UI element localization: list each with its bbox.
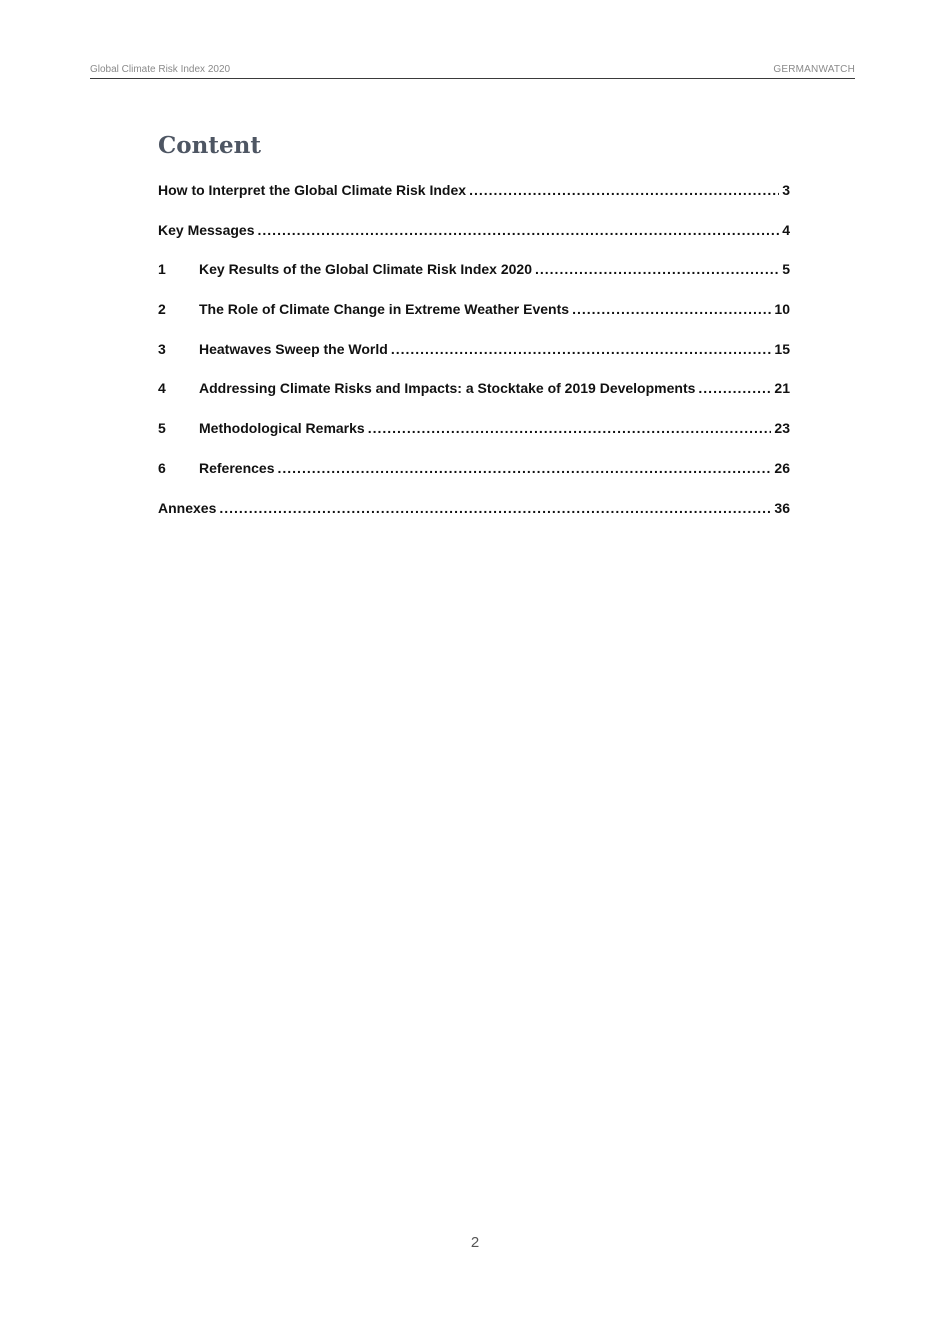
toc-entry-text: Addressing Climate Risks and Impacts: a Stocktake of 2019 Developments — [199, 380, 696, 397]
toc-entry-page: 4 — [782, 221, 790, 238]
toc-entry-text: How to Interpret the Global Climate Risk Index — [158, 182, 467, 198]
toc-entry-text: Key Messages — [158, 221, 255, 238]
toc-entry-number: 3 — [158, 340, 166, 357]
toc-entry-page: 15 — [774, 340, 790, 357]
toc-dot-leader — [219, 498, 771, 518]
toc-dot-leader — [278, 458, 772, 478]
toc-entry-text: Heatwaves Sweep the World — [199, 340, 388, 357]
toc-entry-text: The Role of Climate Change in Extreme Weather Events — [199, 301, 570, 318]
table-of-contents — [158, 180, 790, 537]
toc-entry-methodological-remarks[interactable] — [158, 418, 790, 458]
toc-entry-number: 4 — [158, 380, 166, 397]
toc-entry-page: 3 — [782, 182, 790, 198]
toc-dot-leader — [391, 339, 772, 359]
page-title: Content — [158, 132, 261, 159]
toc-entry-number: 1 — [158, 261, 166, 278]
toc-entry-role-of-climate-change[interactable] — [158, 299, 790, 339]
toc-dot-leader — [368, 418, 772, 438]
toc-entry-page: 23 — [774, 420, 790, 437]
toc-entry-page: 36 — [774, 499, 790, 516]
toc-entry-text: Key Results of the Global Climate Risk Index 2020 — [199, 261, 532, 278]
toc-entry-text: References — [199, 459, 275, 476]
toc-dot-leader — [258, 220, 780, 240]
toc-entry-page: 10 — [774, 301, 790, 318]
header-document-title: Global Climate Risk Index 2020 — [90, 64, 231, 75]
toc-entry-key-results[interactable] — [158, 259, 790, 299]
toc-entry-number: 2 — [158, 301, 166, 318]
toc-dot-leader — [572, 299, 771, 319]
toc-entry-text: Methodological Remarks — [199, 420, 365, 437]
toc-entry-page: 5 — [782, 261, 790, 278]
toc-entry-interpret[interactable] — [158, 180, 790, 220]
toc-entry-annexes[interactable] — [158, 498, 790, 538]
toc-entry-key-messages[interactable] — [158, 220, 790, 260]
toc-entry-number: 6 — [158, 459, 166, 476]
toc-dot-leader — [535, 259, 779, 279]
toc-dot-leader — [698, 378, 771, 398]
toc-dot-leader — [469, 180, 779, 200]
page-header — [90, 62, 855, 79]
header-publisher: GERMANWATCH — [773, 64, 855, 75]
toc-entry-page: 26 — [774, 459, 790, 476]
toc-entry-addressing-climate-risks[interactable] — [158, 378, 790, 418]
page-number: 2 — [470, 1234, 480, 1251]
toc-entry-number: 5 — [158, 420, 166, 437]
toc-entry-text: Annexes — [158, 499, 217, 516]
toc-entry-page: 21 — [774, 380, 790, 397]
toc-entry-heatwaves[interactable] — [158, 339, 790, 379]
toc-entry-references[interactable] — [158, 458, 790, 498]
